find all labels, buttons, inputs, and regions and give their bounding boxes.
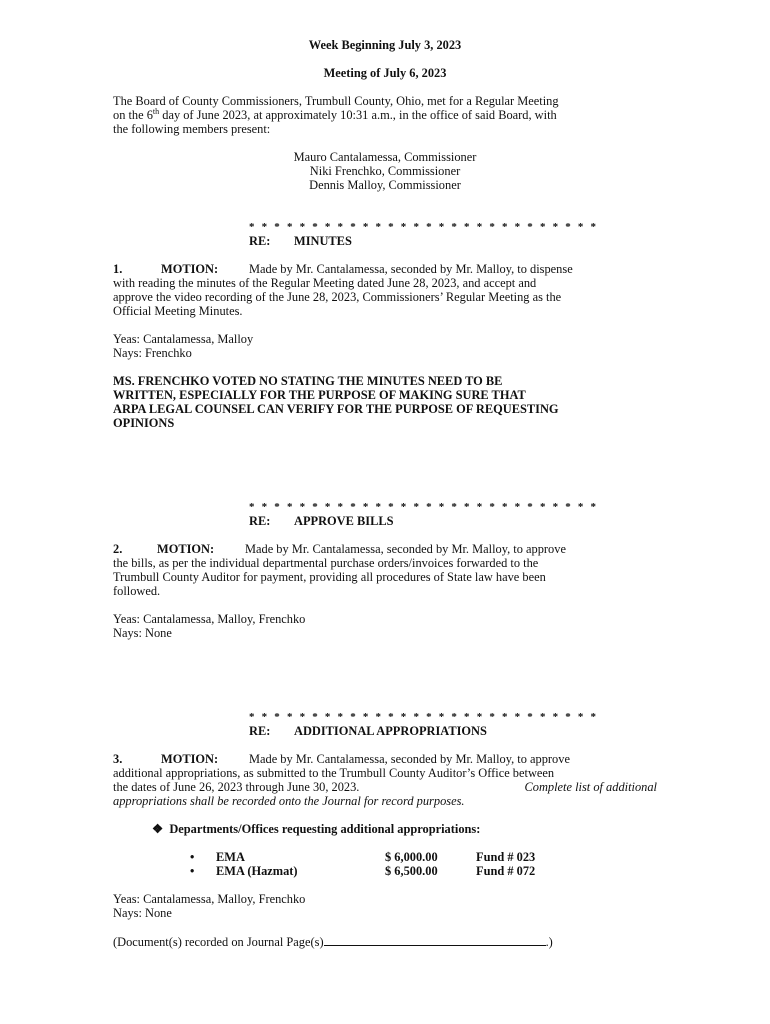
journal-record-line [113,934,657,949]
journal-page-blank [324,934,546,946]
section-title: MINUTES [294,234,352,248]
member-2: Niki Frenchko, Commissioner [309,164,461,178]
intro-text-cont: day of June 2023, at approximately 10:31 a.m., in the office of said Board, with [159,108,557,122]
motion-line [113,262,657,276]
dissent-note-line: OPINIONS [113,416,175,430]
round-bullet-icon: • [190,850,195,864]
diamond-bullet-icon: ❖ [152,822,164,836]
item-name: EMA [216,850,245,864]
motion-number: 2. [113,542,123,556]
re-label: RE: [249,234,271,248]
journal-record-text: (Document(s) recorded on Journal Page(s) [113,935,324,949]
section-title: ADDITIONAL APPROPRIATIONS [294,724,487,738]
motion-line: Official Meeting Minutes. [113,304,243,318]
yeas-line: Yeas: Cantalamessa, Malloy, Frenchko [113,892,306,906]
list-item [190,850,590,864]
item-amount: $ 6,000.00 [385,850,438,864]
list-heading [152,822,480,836]
intro-text: on the 6 [113,108,153,122]
motion-italic-line: appropriations shall be recorded onto the Journal for record purposes. [113,794,465,808]
motion-line: the bills, as per the individual departmental purchase orders/invoices forwarded to the [113,556,539,570]
motion-text: Made by Mr. Cantalamessa, seconded by Mr. Malloy, to approve [245,542,566,556]
motion-text: Made by Mr. Cantalamessa, seconded by Mr. Malloy, to dispense [249,262,573,276]
motion-italic-text: Complete list of additional [524,780,657,794]
nays-line: Nays: Frenchko [113,346,192,360]
motion-text: the dates of June 26, 2023 through June 30, 2023. [113,780,360,794]
item-amount: $ 6,500.00 [385,864,438,878]
separator-stars: * * * * * * * * * * * * * * * * * * * * * * * * * * * * [249,711,599,723]
journal-record-close: .) [545,935,553,949]
dissent-note-line: WRITTEN, ESPECIALLY FOR THE PURPOSE OF MAKING SURE THAT [113,388,526,402]
ordinal-suffix: th [152,106,160,116]
separator-stars: * * * * * * * * * * * * * * * * * * * * * * * * * * * * [249,501,599,513]
motion-number: 1. [113,262,123,276]
list-item [190,864,590,878]
section-title: APPROVE BILLS [294,514,394,528]
motion-keyword: MOTION: [161,752,219,766]
list-heading-text: Departments/Offices requesting additional appropriations: [169,822,481,836]
yeas-line: Yeas: Cantalamessa, Malloy, Frenchko [113,612,306,626]
member-3: Dennis Malloy, Commissioner [309,178,461,192]
motion-line: approve the video recording of the June 28, 2023, Commissioners’ Regular Meeting as the [113,290,562,304]
motion-line [113,542,657,556]
dissent-note-line: ARPA LEGAL COUNSEL CAN VERIFY FOR THE PURPOSE OF REQUESTING [113,402,559,416]
separator-stars: * * * * * * * * * * * * * * * * * * * * * * * * * * * * [249,221,599,233]
motion-text: Made by Mr. Cantalamessa, seconded by Mr. Malloy, to approve [249,752,570,766]
intro-line-3: the following members present: [113,122,271,136]
meeting-heading: Meeting of July 6, 2023 [323,66,447,80]
motion-number: 3. [113,752,123,766]
motion-line: followed. [113,584,161,598]
intro-line-1: The Board of County Commissioners, Trumbull County, Ohio, met for a Regular Meeting [113,94,559,108]
motion-line [113,780,657,794]
motion-line: Trumbull County Auditor for payment, providing all procedures of State law have been [113,570,546,584]
dissent-note-line: MS. FRENCHKO VOTED NO STATING THE MINUTES NEED TO BE [113,374,503,388]
motion-line: with reading the minutes of the Regular Meeting dated June 28, 2023, and accept and [113,276,537,290]
nays-line: Nays: None [113,626,172,640]
round-bullet-icon: • [190,864,195,878]
motion-line: additional appropriations, as submitted to the Trumbull County Auditor’s Office between [113,766,555,780]
re-label: RE: [249,724,271,738]
item-fund: Fund # 072 [476,864,536,878]
yeas-line: Yeas: Cantalamessa, Malloy [113,332,254,346]
member-1: Mauro Cantalamessa, Commissioner [293,150,477,164]
item-name: EMA (Hazmat) [216,864,298,878]
item-fund: Fund # 023 [476,850,536,864]
motion-keyword: MOTION: [157,542,215,556]
re-label: RE: [249,514,271,528]
motion-keyword: MOTION: [161,262,219,276]
intro-line-2 [113,108,657,122]
nays-line: Nays: None [113,906,172,920]
motion-line [113,752,657,766]
week-heading: Week Beginning July 3, 2023 [308,38,462,52]
